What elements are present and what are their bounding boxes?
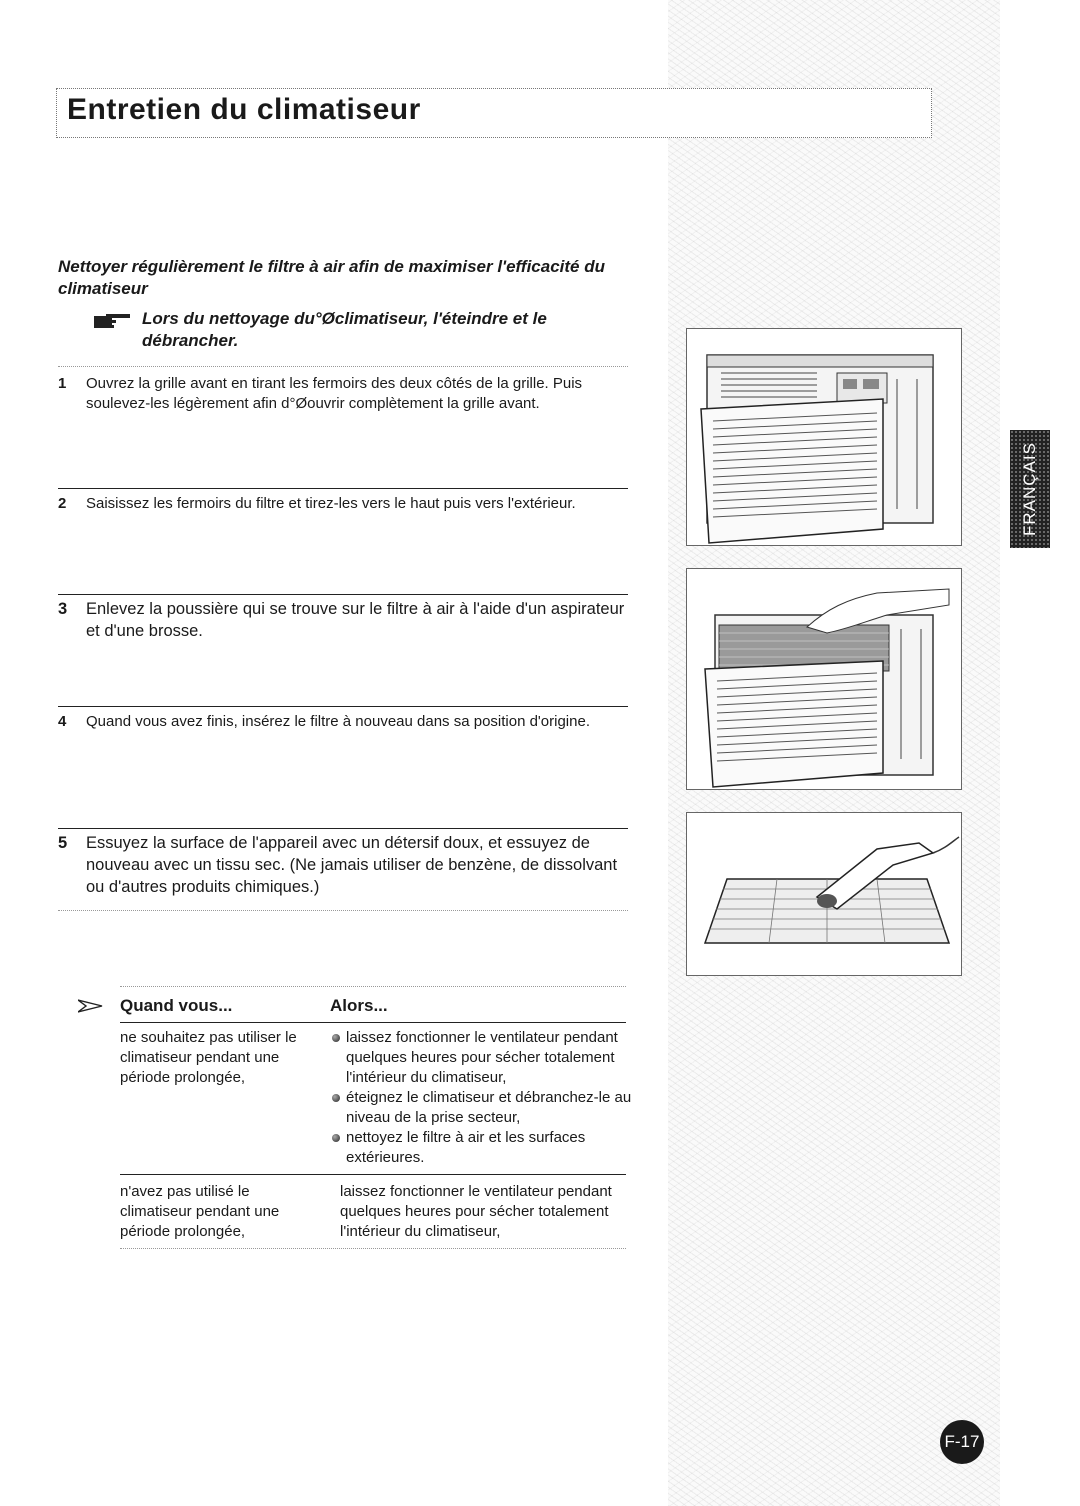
bullet-text: éteignez le climatiseur et débranchez-le au niveau de la prise secteur,	[346, 1089, 632, 1126]
step-number: 1	[58, 375, 67, 392]
divider	[58, 488, 628, 489]
page-title: Entretien du climatiseur	[67, 93, 421, 126]
step-number: 3	[58, 600, 68, 618]
pointing-hand-icon	[92, 310, 132, 330]
divider	[58, 594, 628, 595]
page-number: F-17	[940, 1420, 984, 1464]
illustration-remove-filter	[686, 568, 962, 790]
step-number: 2	[58, 495, 67, 512]
language-label: FRANÇAIS	[1020, 442, 1039, 536]
list-item	[340, 1088, 630, 1128]
list-item	[340, 1128, 630, 1168]
divider	[120, 1248, 626, 1249]
bullet-text: laissez fonctionner le ventilateur pendant quelques heures pour sécher totalement l'intérieur du climatiseur,	[346, 1029, 618, 1086]
step-text: Quand vous avez finis, insérez le filtre à nouveau dans sa position d'origine.	[86, 713, 590, 730]
divider	[120, 986, 626, 987]
intro-text: Nettoyer régulièrement le filtre à air afin de maximiser l'efficacité du climatiseur	[58, 257, 605, 298]
language-tab	[1010, 430, 1050, 548]
col-when: Quand vous...	[120, 996, 233, 1015]
step-1	[58, 374, 628, 418]
bullet-icon	[332, 1134, 340, 1142]
divider	[120, 1174, 626, 1175]
step-number: 4	[58, 713, 67, 730]
divider	[58, 706, 628, 707]
divider	[58, 366, 628, 367]
air-conditioner-illustration	[687, 329, 960, 544]
list-item	[340, 1028, 630, 1088]
step-4	[58, 712, 628, 734]
step-3	[58, 598, 628, 644]
filter-removal-illustration	[687, 569, 960, 788]
bullet-icon	[332, 1094, 340, 1102]
divider	[58, 828, 628, 829]
vacuum-illustration	[687, 813, 960, 974]
illustration-vacuum-filter	[686, 812, 962, 976]
arrow-tip-icon	[78, 998, 104, 1014]
row2-when: n'avez pas utilisé le climatiseur pendant une période prolongée,	[120, 1183, 280, 1240]
bullet-text: nettoyez le filtre à air et les surfaces extérieures.	[346, 1129, 586, 1166]
bullet-icon	[332, 1034, 340, 1042]
divider	[58, 910, 628, 911]
step-5	[58, 832, 628, 900]
illustration-open-grille	[686, 328, 962, 546]
step-number: 5	[58, 834, 68, 852]
divider	[120, 1022, 626, 1023]
step-text: Enlevez la poussière qui se trouve sur le filtre à air à l'aide d'un aspirateur et d'une brosse.	[86, 600, 625, 640]
title-box	[56, 88, 932, 138]
step-text: Ouvrez la grille avant en tirant les fermoirs des deux côtés de la grille. Puis soulevez-les légèrement afin d°Øouvrir complètement la grille avant.	[86, 375, 583, 412]
step-text: Essuyez la surface de l'appareil avec un détersif doux, et essuyez de nouveau avec un tissu sec. (Ne jamais utiliser de benzène, de dissolvant ou d'autres produits chimiques.)	[86, 834, 618, 896]
col-then: Alors...	[330, 996, 388, 1015]
row1-when: ne souhaitez pas utiliser le climatiseur pendant une période prolongée,	[120, 1029, 297, 1086]
row2-then: laissez fonctionner le ventilateur pendant quelques heures pour sécher totalement l'intérieur du climatiseur,	[340, 1183, 612, 1240]
step-2	[58, 494, 628, 516]
warning-text: Lors du nettoyage du°Øclimatiseur, l'éteindre et le débrancher.	[142, 309, 547, 350]
step-text: Saisissez les fermoirs du filtre et tirez-les vers le haut puis vers l'extérieur.	[86, 495, 576, 512]
